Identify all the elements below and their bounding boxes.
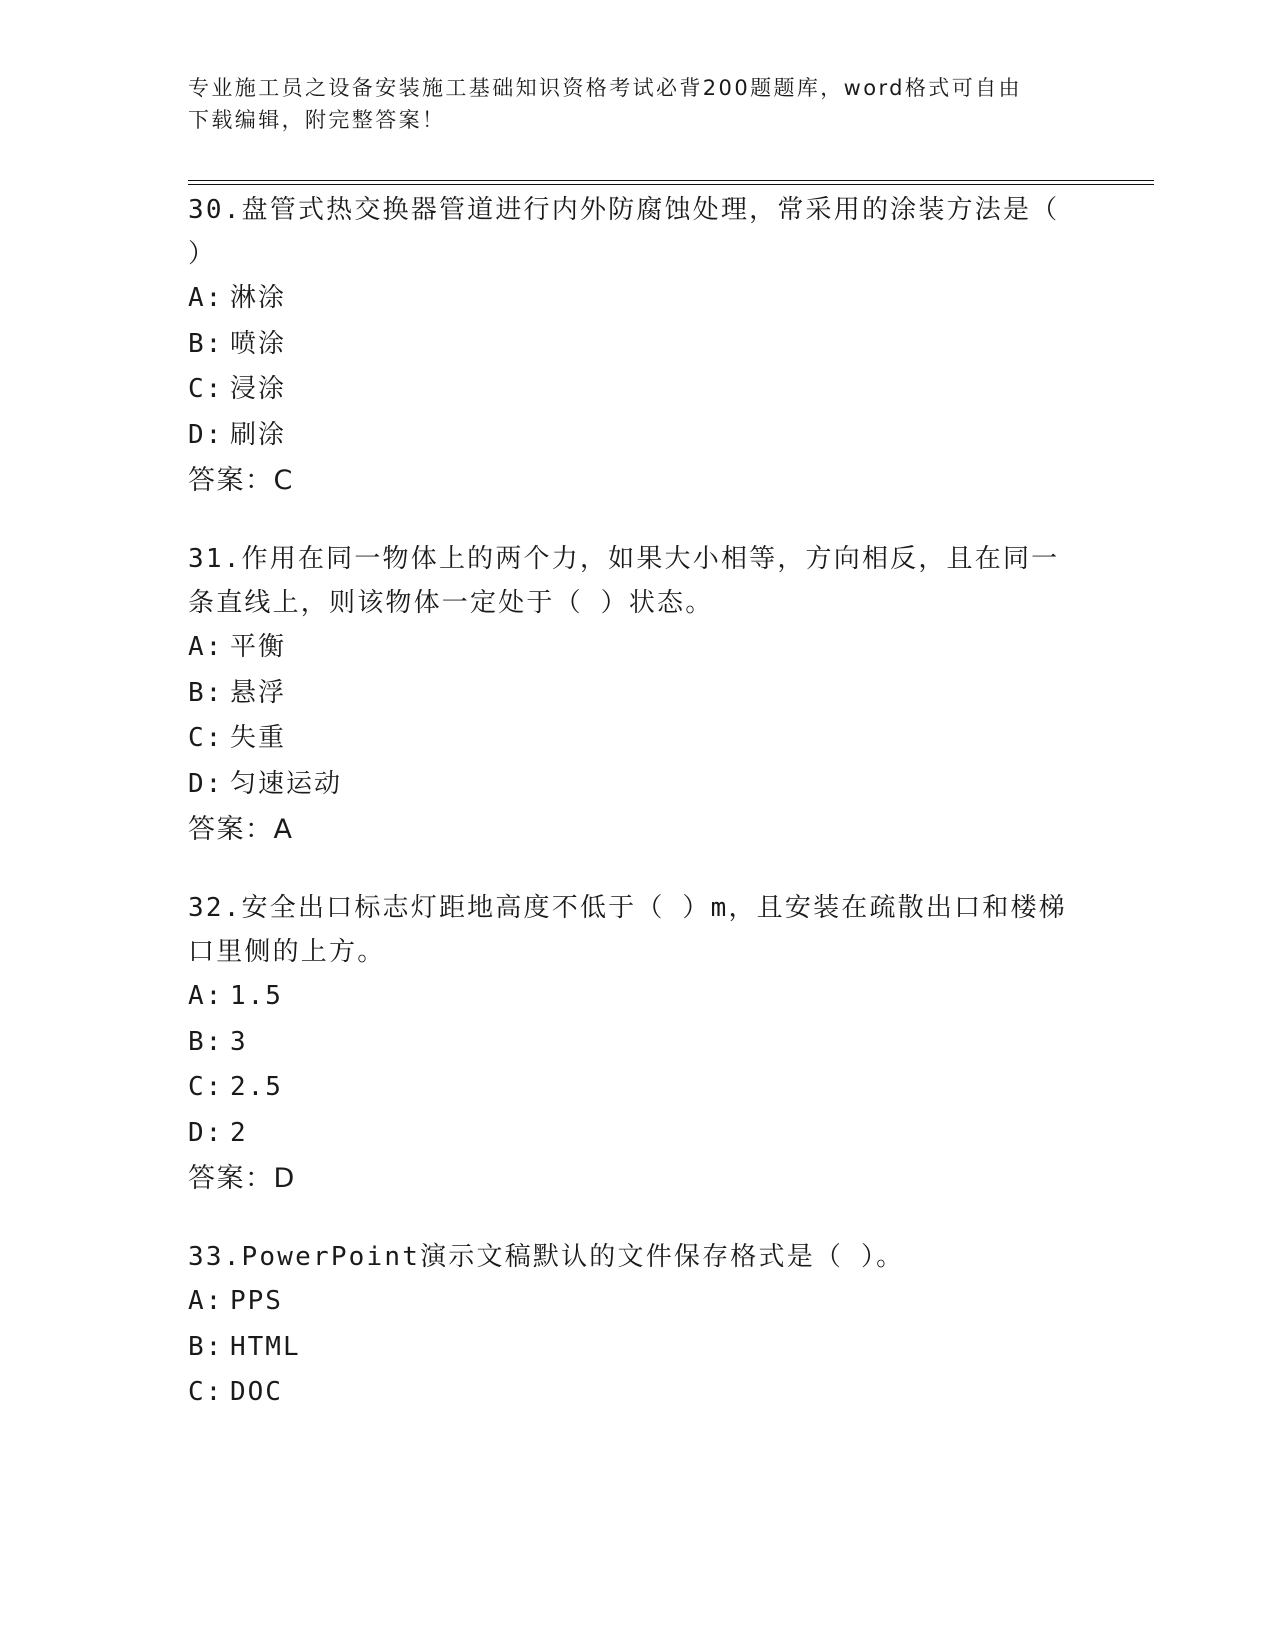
option-b — [188, 322, 1088, 368]
option-letter: B: — [188, 1026, 224, 1057]
option-letter: B: — [188, 328, 224, 359]
question-stem-line: 32.安全出口标志灯距地高度不低于（ ）m，且安装在疏散出口和楼梯 — [188, 893, 1067, 923]
question-stem-line: 30.盘管式热交换器管道进行内外防腐蚀处理，常采用的涂装方法是（ — [188, 195, 1060, 225]
question-32 — [188, 886, 1088, 1201]
option-b — [188, 1325, 1088, 1371]
option-letter: A: — [188, 283, 224, 313]
option-text: 喷涂 — [230, 328, 287, 359]
option-text: 2 — [230, 1117, 248, 1148]
question-stem-line: ） — [188, 239, 217, 269]
option-a — [188, 625, 1088, 671]
option-text: HTML — [230, 1331, 301, 1362]
question-stem-line: 口里侧的上方。 — [188, 937, 386, 967]
option-letter: C: — [188, 723, 224, 753]
option-letter: D: — [188, 419, 224, 450]
option-text: DOC — [230, 1377, 283, 1407]
option-letter: B: — [188, 1331, 224, 1362]
option-d — [188, 762, 1088, 808]
option-letter: A: — [188, 1286, 224, 1316]
question-stem-line: 33.PowerPoint演示文稿默认的文件保存格式是（ ）。 — [188, 1242, 905, 1272]
answer-line: 答案：C — [188, 465, 294, 496]
option-a — [188, 276, 1088, 322]
option-a — [188, 974, 1088, 1020]
option-letter: D: — [188, 1117, 224, 1148]
option-c — [188, 716, 1088, 762]
option-text: 3 — [230, 1026, 248, 1057]
option-text: 淋涂 — [230, 283, 287, 313]
question-stem-line: 条直线上，则该物体一定处于（ ）状态。 — [188, 588, 714, 618]
option-text: 平衡 — [230, 632, 287, 662]
header-line-2: 下载编辑，附完整答案！ — [188, 108, 446, 132]
question-30 — [188, 188, 1088, 503]
option-text: 浸涂 — [230, 374, 287, 404]
option-c — [188, 1065, 1088, 1111]
option-letter: C: — [188, 1072, 224, 1102]
question-33 — [188, 1235, 1088, 1416]
header-rule-bottom — [188, 184, 1154, 185]
option-letter: A: — [188, 632, 224, 662]
header-rule-top — [188, 180, 1154, 181]
option-text: PPS — [230, 1286, 283, 1316]
option-letter: C: — [188, 1377, 224, 1407]
option-text: 刷涂 — [230, 419, 287, 450]
option-text: 匀速运动 — [230, 768, 343, 799]
option-d — [188, 413, 1088, 459]
option-text: 2.5 — [230, 1072, 283, 1102]
option-c — [188, 367, 1088, 413]
option-text: 失重 — [230, 723, 287, 753]
option-letter: B: — [188, 677, 224, 708]
option-d — [188, 1111, 1088, 1157]
document-header — [188, 72, 1088, 136]
option-b — [188, 1020, 1088, 1066]
answer-line: 答案：D — [188, 1163, 296, 1194]
option-a — [188, 1279, 1088, 1325]
option-letter: A: — [188, 981, 224, 1011]
question-31 — [188, 537, 1088, 852]
question-stem-line: 31.作用在同一物体上的两个力，如果大小相等，方向相反，且在同一 — [188, 544, 1060, 574]
option-c — [188, 1370, 1088, 1416]
option-b — [188, 671, 1088, 717]
option-text: 悬浮 — [230, 677, 287, 708]
answer-line: 答案：A — [188, 814, 294, 845]
option-letter: C: — [188, 374, 224, 404]
option-letter: D: — [188, 768, 224, 799]
header-line-1: 专业施工员之设备安装施工基础知识资格考试必背200题题库，word格式可自由 — [188, 76, 1022, 100]
option-text: 1.5 — [230, 981, 283, 1011]
